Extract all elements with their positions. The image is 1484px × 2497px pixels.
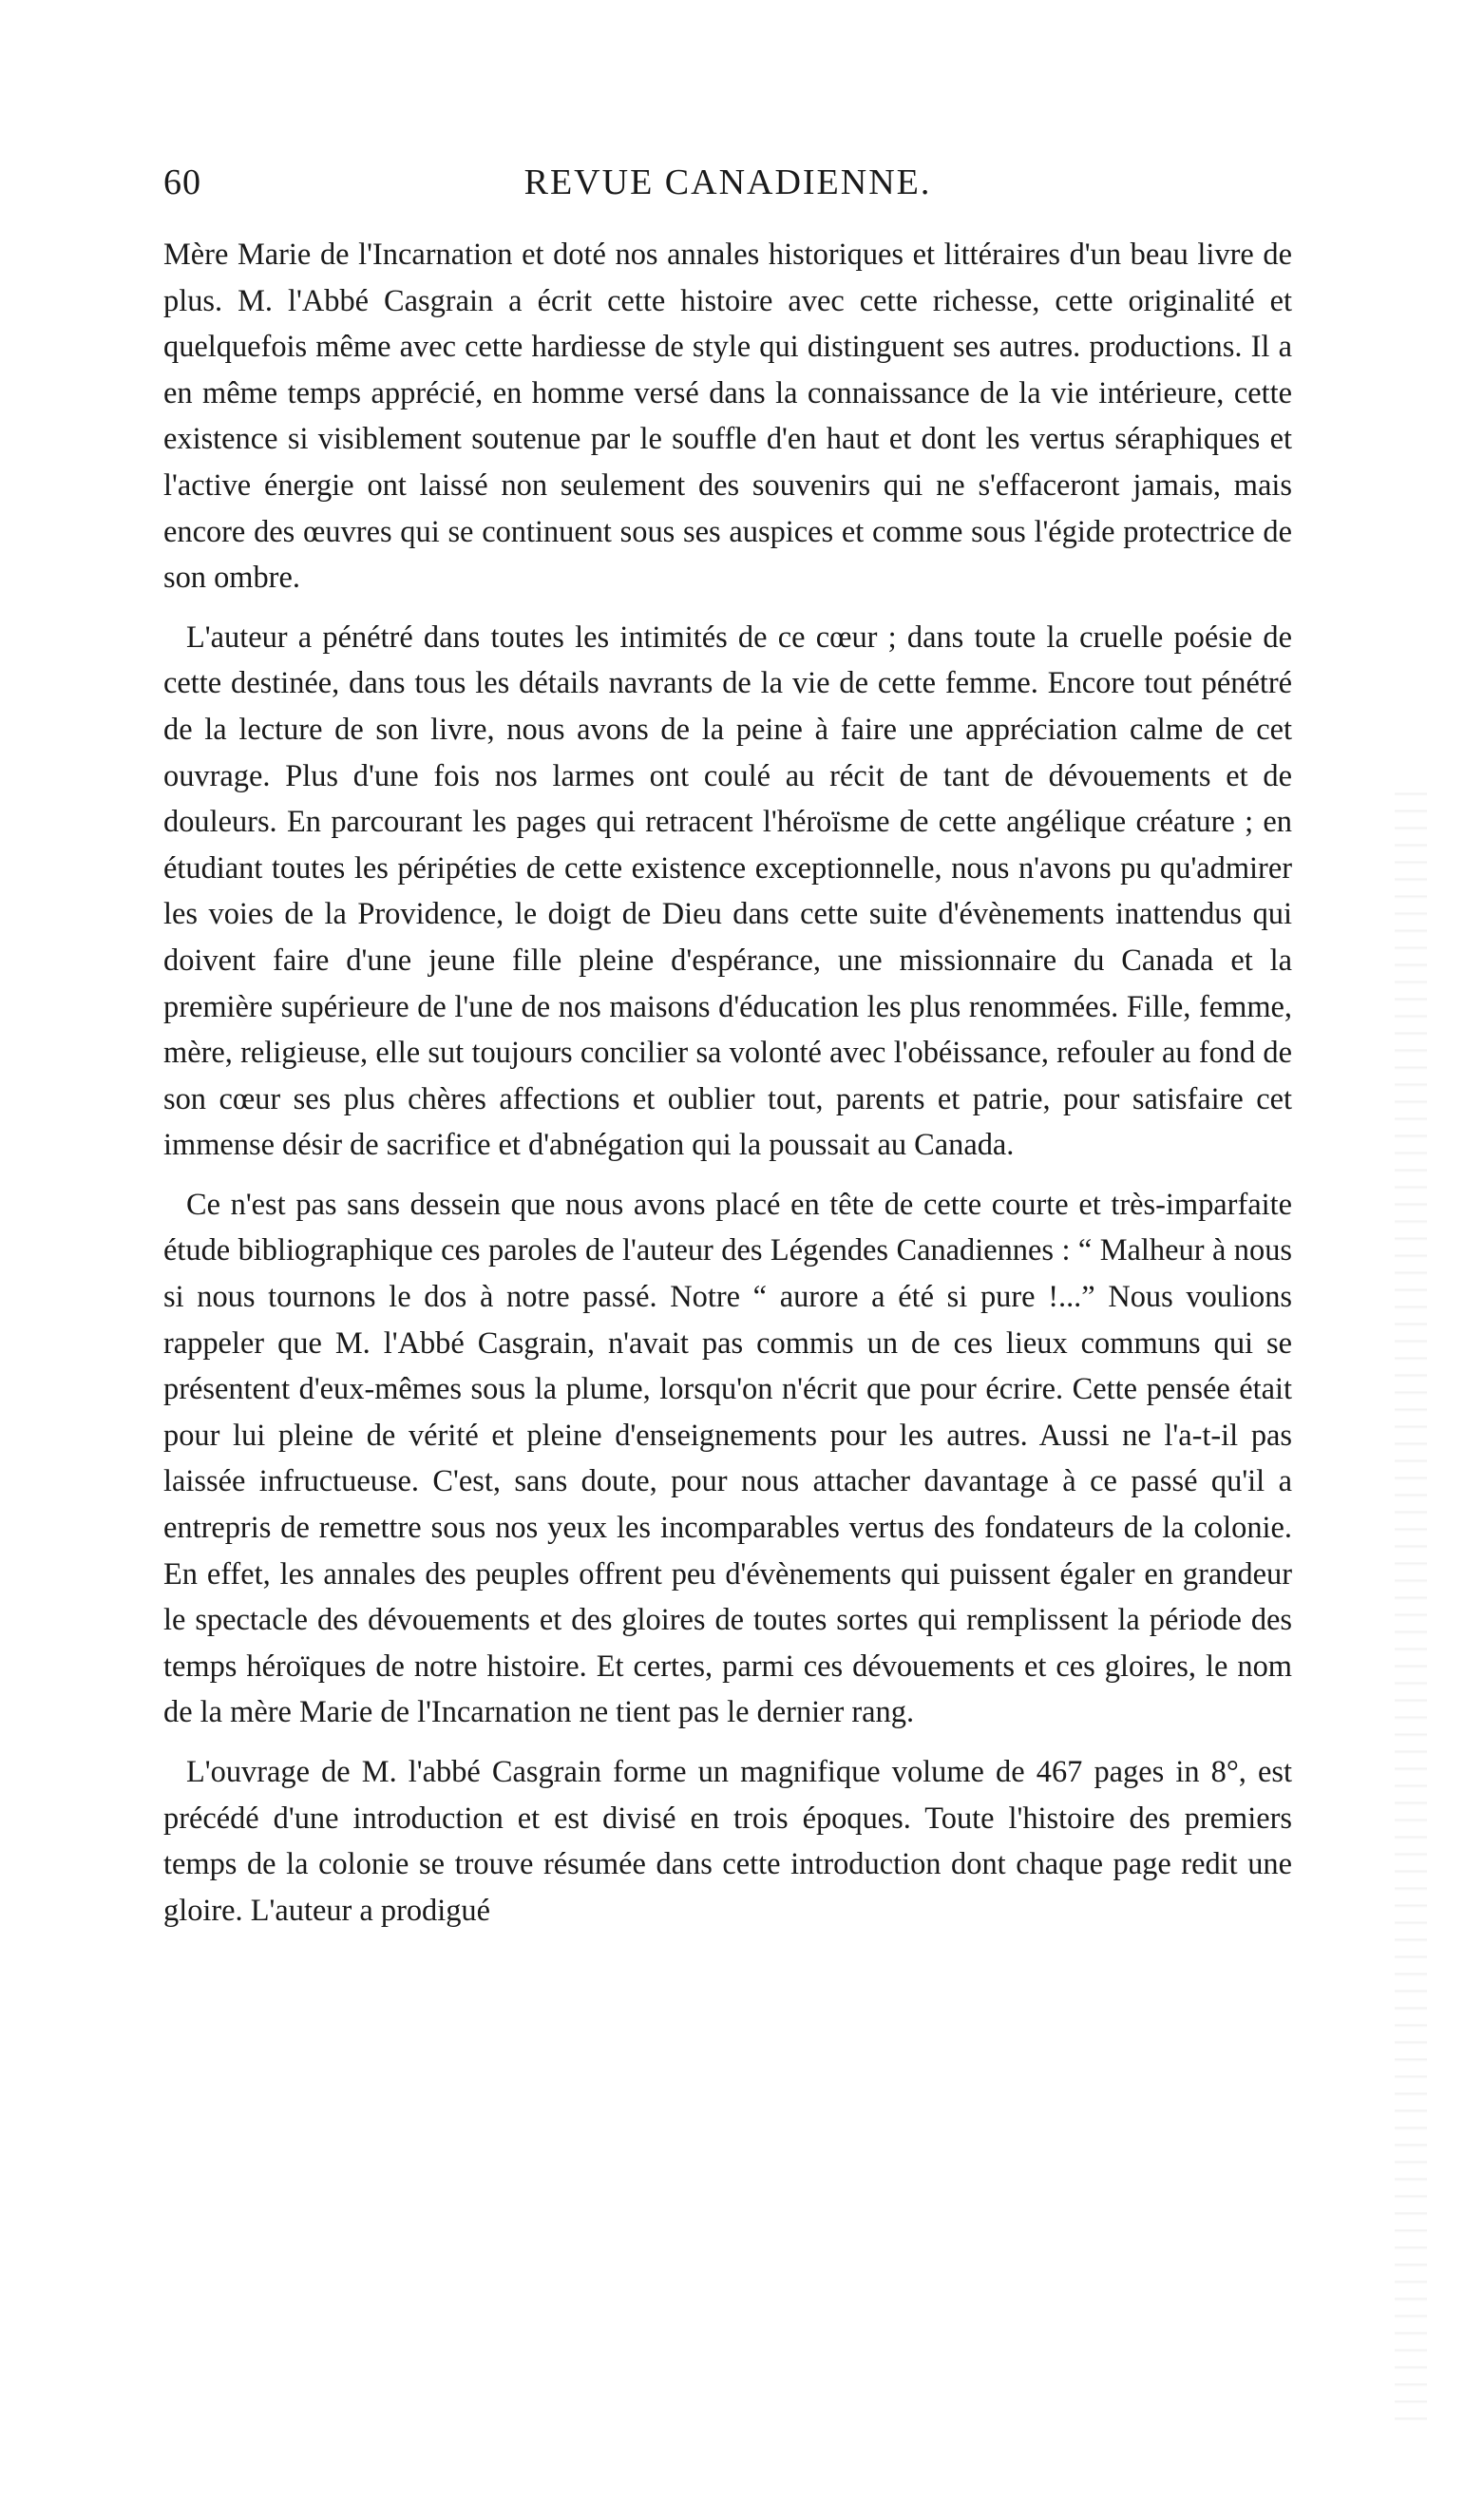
page-edge-shadow [1395,779,1427,2432]
paragraph-4: L'ouvrage de M. l'abbé Casgrain forme un magnifique volume de 467 pages in 8°, est précédé d'une introduction et est divisé en trois époques. Toute l'histoire des premiers temps de la colonie se trouve résumée dans cette introduction dont chaque page redit une gloire. L'auteur a prodigué [163,1755,1292,1928]
journal-title: REVUE CANADIENNE. [523,162,932,202]
document-page [163,162,1292,1947]
paragraph-2: L'auteur a pénétré dans toutes les intimités de ce cœur ; dans toute la cruelle poésie de cette destinée, dans tous les détails navrants de la vie de cette femme. Encore tout pénétré de la lecture de son livre, nous avons de la peine à faire une appréciation calme de cet ouvrage. Plus d'une fois nos larmes ont coulé au récit de tant de dévouements et de douleurs. En parcourant les pages qui retracent l'héroïsme de cette angélique créature ; en étudiant toutes les péripéties de cette existence exceptionnelle, nous n'avons pu qu'admirer les voies de la Providence, le doigt de Dieu dans cette suite d'évènements inattendus qui doivent faire d'une jeune fille pleine d'espérance, une missionnaire du Canada et la première supérieure de l'une de nos maisons d'éducation les plus renommées. Fille, femme, mère, religieuse, elle sut toujours concilier sa volonté avec l'obéissance, refouler au fond de son cœur ses plus chères affections et oublier tout, parents et patrie, pour satisfaire cet immense désir de sacrifice et d'abnégation qui la poussait au Canada. [163,619,1292,1163]
paragraph-3: Ce n'est pas sans dessein que nous avons placé en tête de cette courte et très-imparfaite étude bibliographique ces paroles de l'auteur des Légendes Canadiennes : “ Malheur à nous si nous tournons le dos à notre passé. Notre “ aurore a été si pure !...” Nous voulions rappeler que M. l'Abbé Casgrain, n'avait pas commis un de ces lieux communs qui se présentent d'eux-mêmes sous la plume, lorsqu'on n'écrit que pour écrire. Cette pensée était pour lui pleine de vérité et pleine d'enseignements pour les autres. Aussi ne l'a-t-il pas laissée infructueuse. C'est, sans doute, pour nous attacher davantage à ce passé qu'il a entrepris de remettre sous nos yeux les incomparables vertus des fondateurs de la colonie. En effet, les annales des peuples offrent peu d'évènements qui puissent égaler en grandeur le spectacle des dévouements et des gloires de toutes sortes qui remplissent la période des temps héroïques de notre histoire. Et certes, parmi ces dévouements et ces gloires, le nom de la mère Marie de l'Incarnation ne tient pas le dernier rang. [163,1187,1292,1730]
page-number: 60 [163,162,201,202]
paragraph-1: Mère Marie de l'Incarnation et doté nos annales historiques et littéraires d'un beau livre de plus. M. l'Abbé Casgrain a écrit cette histoire avec cette richesse, cette originalité et quelquefois même avec cette hardiesse de style qui distinguent ses autres. productions. Il a en même temps apprécié, en homme versé dans la connaissance de la vie intérieure, cette existence si visiblement soutenue par le souffle d'en haut et dont les vertus séraphiques et l'active énergie ont laissé non seulement des souvenirs qui ne s'effaceront jamais, mais encore des œuvres qui se continuent sous ses auspices et comme sous l'égide protectrice de son ombre. [163,238,1292,596]
body-text [163,232,1292,1934]
running-head [163,162,1292,219]
